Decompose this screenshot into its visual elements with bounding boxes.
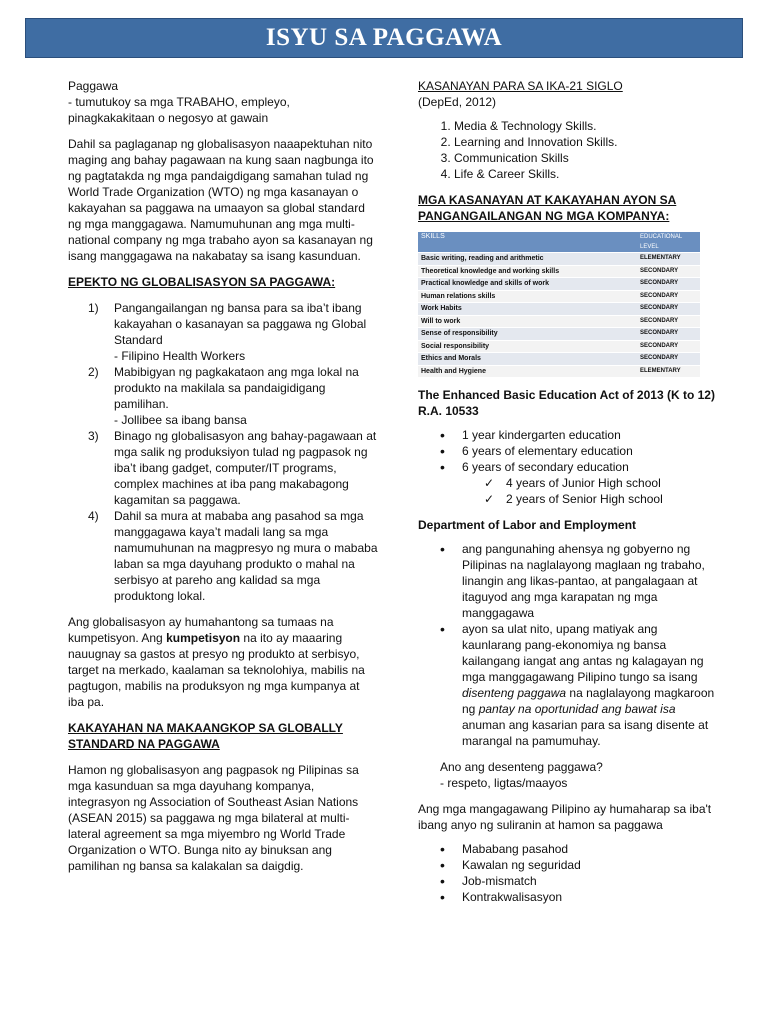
answer-text: - respeto, ligtas/maayos	[440, 776, 568, 790]
hamon-list	[418, 841, 718, 905]
k12-sublist	[418, 475, 718, 507]
check-icon: ✓	[484, 476, 495, 490]
list-item: ✓ 2 years of Senior High school	[484, 492, 663, 506]
question-text: Ano ang desenteng paggawa?	[440, 760, 603, 774]
table-row: Work Habits SECONDARY	[418, 302, 700, 315]
k21-source: (DepEd, 2012)	[418, 95, 497, 109]
list-item: 4. Life & Career Skills.	[454, 166, 718, 182]
skills-table	[418, 232, 700, 377]
list-item: • Mababang pasahod	[418, 841, 718, 857]
hamon-paragraph: Ang mga mangagawang Pilipino ay humaharap sa iba't ibang anyo ng suliranin at hamon sa paggawa	[418, 802, 712, 832]
table-row: Theoretical knowledge and working skills SECONDARY	[418, 265, 700, 278]
right-column	[418, 78, 718, 905]
table-row: Sense of responsibility SECONDARY	[418, 327, 700, 340]
epekto-list	[68, 300, 378, 604]
dole-list	[418, 541, 718, 749]
paggawa-definition: - tumutukoy sa mga TRABAHO, empleyo, pinagkakakitaan o negosyo at gawain	[68, 95, 290, 125]
table-row: Human relations skills SECONDARY	[418, 290, 700, 303]
list-item: 3) Binago ng globalisasyon ang bahay-pagawaan at mga salik ng produksiyon tulad ng pagpasok ng iba’t ibang gadget, computer/IT programs, complex machines at iba pang makabagong kagamitan sa paggawa.	[88, 429, 377, 507]
list-item: 2) Mabibigyan ng pagkakataon ang mga lokal na produkto na makilala sa pandaigidigang pamilihan. - Jollibee sa ibang bansa	[88, 365, 359, 427]
list-item: • 1 year kindergarten education	[418, 427, 718, 443]
k21-list	[418, 118, 718, 182]
kakayahan-paragraph: Hamon ng globalisasyon ang pagpasok ng Pilipinas sa mga kasunduan sa mga dayuhang kompanya, integrasyon ng Association of Southeast Asian Nations (ASEAN 2015) sa paggawa ng mga bilateral at multi-lateral agreement sa mga miyembro ng World Trade Organization o WTO. Bunga nito ay binuksan ang pamilihan ng bansa sa kalakalan sa daigdig.	[68, 763, 359, 873]
list-item: 2. Learning and Innovation Skills.	[454, 134, 718, 150]
table-row: Practical knowledge and skills of work SECONDARY	[418, 277, 700, 290]
list-item: • ang pangunahing ahensya ng gobyerno ng Pilipinas na naglalayong maglaan ng trabaho, linangin ang likas-pantao, at pangalagaan at itaguyod ang mga karapatan ng mga manggagawa	[418, 541, 718, 621]
list-item: • 6 years of secondary education	[418, 459, 718, 475]
epekto-heading: EPEKTO NG GLOBALISASYON SA PAGGAWA:	[68, 275, 336, 289]
table-row: Will to work SECONDARY	[418, 315, 700, 328]
table-row: Ethics and Morals SECONDARY	[418, 352, 700, 365]
list-item: • Kontrakwalisasyon	[418, 889, 718, 905]
title-banner	[25, 18, 743, 58]
page-title: ISYU SA PAGGAWA	[265, 24, 503, 51]
list-item: ✓ 4 years of Junior High school	[484, 476, 661, 490]
list-item: 3. Communication Skills	[454, 150, 718, 166]
list-item: 1. Media & Technology Skills.	[454, 118, 718, 134]
list-item: • 6 years of elementary education	[418, 443, 718, 459]
kompetisyon-paragraph: Ang globalisasyon ay humahantong sa tumaas na kumpetisyon. Ang kumpetisyon na ito ay maaaring nauugnay sa gastos at presyo ng produkto at serbisyo, target na merkado, kaalaman sa teknolohiya, mabilis na pagtugon, mabilis na produksyon ng mga kumpanya at iba pa.	[68, 615, 365, 709]
table-row: Basic writing, reading and arithmetic ELEMENTARY	[418, 252, 700, 265]
dole-heading: Department of Labor and Employment	[418, 518, 637, 532]
table-row: Social responsibility SECONDARY	[418, 340, 700, 353]
table-header: SKILLS EDUCATIONAL LEVEL	[418, 232, 700, 252]
list-item: 4) Dahil sa mura at mababa ang pasahod sa mga manggagawa kaya’t madali lang sa mga namumuhunan na magpresyo ng mura o mababa laban sa mga dayuhang produkto o mahal na serbisyo at pareho ang kalidad sa mga produktong lokal.	[88, 509, 378, 603]
kakayahan-heading: KAKAYAHAN NA MAKAANGKOP SA GLOBALLY STANDARD NA PAGGAWA	[68, 721, 343, 751]
skills-heading: MGA KASANAYAN AT KAKAYAHAN AYON SA PANGANGAILANGAN NG MGA KOMPANYA:	[418, 193, 677, 223]
check-icon: ✓	[484, 492, 495, 506]
k21-heading: KASANAYAN PARA SA IKA-21 SIGLO	[418, 79, 623, 93]
list-item: 1) Pangangailangan ng bansa para sa iba’t ibang kakayahan o kasanayan sa paggawa ng Global Standard - Filipino Health Workers	[88, 301, 367, 363]
k12-act-heading: The Enhanced Basic Education Act of 2013 (K to 12) R.A. 10533	[418, 388, 715, 418]
left-column	[68, 78, 378, 874]
table-row: Health and Hygiene ELEMENTARY	[418, 365, 700, 378]
k12-list	[418, 427, 718, 475]
list-item: • ayon sa ulat nito, upang matiyak ang kaunlarang pang-ekonomiya ng bansa kailangang iangat ang antas ng kalagayan ng mga manggagawang Pilipino tungo sa isang disenteng paggawa na naglalayong magkaroon ng pantay na oportunidad ang bawat isa anuman ang kasarian para sa isang disente at marangal na pamumuhay.	[418, 621, 718, 749]
intro-paragraph: Dahil sa paglaganap ng globalisasyon naaapektuhan nito maging ang bahay pagawaan na kung saan nagbunga ito ng pagtatakda ng mga pandaigdigang samahan tulad ng World Trade Organization (WTO) ng mga kasanayan o kakayahan sa paggawa na umaayon sa global standard ng mga manggagawa. Namumuhunan ang mga multi-national company ng mga trabaho ayon sa kasanayan ng isang manggagawa na nakabatay sa isang kasunduan.	[68, 137, 374, 263]
list-item: • Kawalan ng seguridad	[418, 857, 718, 873]
list-item: • Job-mismatch	[418, 873, 718, 889]
paggawa-heading: Paggawa	[68, 79, 119, 93]
